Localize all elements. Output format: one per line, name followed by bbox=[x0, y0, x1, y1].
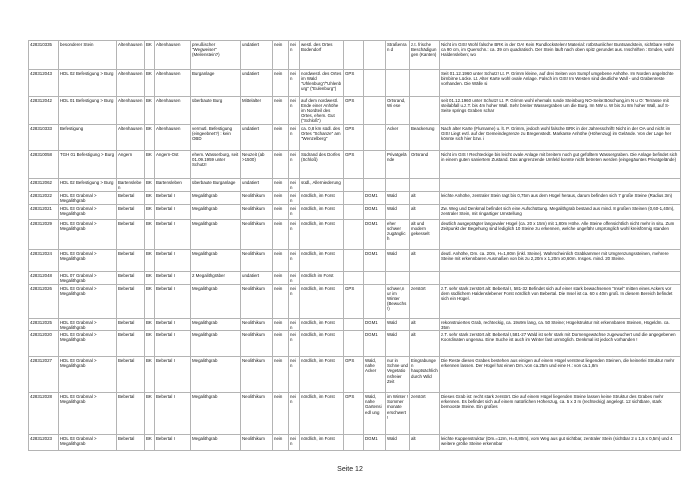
cell-municipality: Bebertal I bbox=[155, 272, 191, 285]
cell-condition: Beackerung bbox=[410, 125, 440, 151]
cell-type: HDL 03 Grabmal > Megalithgrab bbox=[59, 250, 117, 272]
cell-dgm bbox=[364, 393, 386, 435]
cell-remarks: seit 01.12.1960 unter Schutz! Lt. P. Grimm wohl ehemals runde Steinburg NO-Seite:Böschung,im N u O: Terrasse mit steilabfall u.z.T. bis 4m hoher Wall. Sehr breiter Wassergraben um die Burg. Im NW u. W bis zu 8m hoher Wall, auf S-Seite springs Graben schar bbox=[440, 97, 681, 125]
cell-description: überbaute Burg bbox=[191, 97, 241, 125]
cell-location: nördlich, im Forst bbox=[300, 319, 344, 331]
cell-location: nördlich, im Forst bbox=[300, 220, 344, 250]
cell-survey bbox=[344, 435, 364, 451]
cell-id: 428312024 bbox=[29, 250, 59, 272]
cell-description: vermutl. Befestigung (eingeebnet?) : kein OBD bbox=[191, 125, 241, 151]
cell-type: HDL 03 Grabmal > Megalithgrab bbox=[59, 435, 117, 451]
cell-environment-text: Wald, nahe Gartensiedl ung bbox=[365, 393, 382, 415]
cell-municipality: Bebertal I bbox=[155, 205, 191, 220]
cell-survey: GPS bbox=[344, 285, 364, 319]
cell-description: Megalithgrab bbox=[191, 250, 241, 272]
cell-municipality: Bebertal I bbox=[155, 250, 191, 272]
cell-flag-a: nein bbox=[273, 393, 289, 435]
cell-dgm bbox=[364, 272, 386, 285]
cell-location: nördlich, im Forst bbox=[300, 331, 344, 357]
cell-municipality: Bebertal I bbox=[155, 319, 191, 331]
cell-remarks: leichte Kuppenstruktur (Dm.=12m, H=0,80m), vom Weg aus gut sichtbar, zentraler Stein (sichtbar 2 x 1,5 x 0,5m) und 4 weitere größe Steine erkennbar bbox=[440, 435, 681, 451]
cell-district: BK bbox=[145, 250, 155, 272]
cell-flag-b: nein bbox=[289, 285, 300, 319]
cell-municipality: Bebertal I bbox=[155, 220, 191, 250]
cell-type: HDL 01 Befestigung > Burg bbox=[59, 97, 117, 125]
cell-access-text: nur in Schne und Vegetatio nsfreier Zeit bbox=[387, 357, 408, 384]
cell-location: westl. des Ortes Bodendorf bbox=[300, 41, 344, 70]
cell-type: HDL 03 Grabmal > Megalithgrab bbox=[59, 393, 117, 435]
cell-access: Acker bbox=[386, 125, 410, 151]
cell-location: nördlich, im Forst bbox=[300, 393, 344, 435]
cell-place: Bebertal bbox=[117, 285, 145, 319]
cell-condition: Eingrabungen hauptsächlich durch Wild bbox=[410, 357, 440, 393]
table-row bbox=[29, 250, 681, 272]
cell-id: 428312026 bbox=[29, 285, 59, 319]
cell-dgm: DGM1 bbox=[364, 435, 386, 451]
cell-survey: GPS bbox=[344, 357, 364, 393]
cell-municipality: Bebertal I bbox=[155, 331, 191, 357]
cell-condition bbox=[410, 179, 440, 192]
cell-description: 2 Megalithgräber bbox=[191, 272, 241, 285]
cell-municipality: Bebertal I bbox=[155, 285, 191, 319]
cell-flag-b: nein bbox=[289, 97, 300, 125]
cell-flag-a: nein bbox=[273, 125, 289, 151]
cell-location: nördlich, im Forst bbox=[300, 192, 344, 205]
cell-remarks: deutlich ausgeprägter langovaler Hügel (ca. 20 x 15m) mit 1,80m Höhe. Alle Steine offensichtlich nicht mehr in situ. Zum Zeitpunkt der Begehung sind lediglich 10 Steine zu erkennen, welche ungefähr ursprünglich wohl kreisförmig standen bbox=[440, 220, 681, 250]
cell-location: Südrand des Dorfes (Schloß) bbox=[300, 151, 344, 179]
cell-place: Bebertal bbox=[117, 319, 145, 331]
cell-place: Bartensleben bbox=[117, 179, 145, 192]
cell-dating: Neolithikum bbox=[241, 192, 273, 205]
cell-dgm: DGM1 bbox=[364, 319, 386, 331]
cell-survey bbox=[344, 41, 364, 70]
cell-description: Megalithgrab bbox=[191, 393, 241, 435]
cell-access: Wald bbox=[386, 205, 410, 220]
cell-remarks: z.T. sehr stark zerstört alt: Bebertal I, 581-32 Befindet sich auf einer stark bewachsenen "Insel" mitten eines Ackers vor dem südlichem Haldenslebener Forst nördlich von Bebertal. Die Insel ist ca. 60 x 40m groß. In diesem Bereich befindet sich ein Hügel. bbox=[440, 285, 681, 319]
cell-flag-b: nein bbox=[289, 41, 300, 70]
cell-survey bbox=[344, 331, 364, 357]
cell-condition: zerstört bbox=[410, 393, 440, 435]
cell-dgm bbox=[364, 97, 386, 125]
cell-dating: Neolithikum bbox=[241, 435, 273, 451]
cell-municipality: Angern-Ost bbox=[155, 151, 191, 179]
cell-dgm bbox=[364, 125, 386, 151]
cell-type: besonderer Stein bbox=[59, 41, 117, 70]
cell-dating: Neolithikum bbox=[241, 393, 273, 435]
table-row bbox=[29, 192, 681, 205]
cell-place: Bebertal bbox=[117, 250, 145, 272]
cell-id: 428312029 bbox=[29, 220, 59, 250]
table-row bbox=[29, 125, 681, 151]
cell-dating: Neolithikum bbox=[241, 331, 273, 357]
cell-remarks bbox=[440, 179, 681, 192]
cell-remarks: z.T. sehr stark zerstört alt: Bebertal I,581-27 Wald ist sehr stark mit Dornengewächse zugewuchert und die angegebenen Koordinaten ungenau. Eine Suche ist auch im Winter fast unmöglich. Denkmal ist jedoch vorhanden ! bbox=[440, 331, 681, 357]
page-number: Seite 12 bbox=[337, 466, 363, 473]
cell-flag-b: nein bbox=[289, 250, 300, 272]
cell-flag-a: nein bbox=[273, 97, 289, 125]
cell-access: schwer,n ur im Winter (Bewuchs !) bbox=[386, 285, 410, 319]
cell-municipality: Bebertal I bbox=[155, 393, 191, 435]
cell-location: nördlich im Forst bbox=[300, 272, 344, 285]
cell-access bbox=[386, 357, 410, 393]
cell-flag-b: nein bbox=[289, 125, 300, 151]
cell-dgm bbox=[364, 179, 386, 192]
cell-dating: Neolithikum bbox=[241, 205, 273, 220]
cell-type: HDL 03 Grabmal > Megalithgrab bbox=[59, 205, 117, 220]
cell-condition: Ortsrand bbox=[410, 151, 440, 179]
cell-access: Wald bbox=[386, 331, 410, 357]
cell-condition: alt bbox=[410, 319, 440, 331]
table-row bbox=[29, 41, 681, 70]
table-row bbox=[29, 70, 681, 97]
cell-remarks: Die Reste dieses Grabes bestehen aus einigen auf einem Hügel verstreut liegenden Steinen, die keinerlei Struktur mehr erkennen lassen. Der Hügel hat einen Dm.:von ca.25m und eine H.: von ca.1,8m bbox=[440, 357, 681, 393]
cell-survey bbox=[344, 220, 364, 250]
cell-access: Wald bbox=[386, 319, 410, 331]
cell-flag-b: nein bbox=[289, 319, 300, 331]
cell-id: 428312020 bbox=[29, 331, 59, 357]
cell-dating: Neolithikum bbox=[241, 250, 273, 272]
cell-id: 428310335 bbox=[29, 41, 59, 70]
cell-place: Bebertal bbox=[117, 331, 145, 357]
cell-dating: undatiert bbox=[241, 41, 273, 70]
cell-id: 428312048 bbox=[29, 272, 59, 285]
cell-survey: GPS bbox=[344, 151, 364, 179]
cell-municipality: Altenhausen bbox=[155, 97, 191, 125]
cell-remarks: leichte Anhöhe, zentraler Stein ragt bis 0,75m aus dem Hügel heraus, darum befinden sich 7 große Steine (Radius 3m) bbox=[440, 192, 681, 205]
cell-place: Altenhausen bbox=[117, 41, 145, 70]
cell-district: BK bbox=[145, 435, 155, 451]
cell-type: TGH 01 Befestigung > Burg bbox=[59, 151, 117, 179]
cell-survey: GPS bbox=[344, 393, 364, 435]
cell-place: Altenhausen bbox=[117, 125, 145, 151]
cell-district: BK bbox=[145, 357, 155, 393]
table-row bbox=[29, 285, 681, 319]
cell-description: Megalithgrab bbox=[191, 357, 241, 393]
cell-district: BK bbox=[145, 179, 155, 192]
cell-id: 428312022 bbox=[29, 192, 59, 205]
cell-condition: alt bbox=[410, 205, 440, 220]
cell-flag-a: nein bbox=[273, 220, 289, 250]
cell-type: HDL 03 Grabmal > Megalithgrab bbox=[59, 331, 117, 357]
cell-municipality: Altenhausen bbox=[155, 70, 191, 97]
cell-flag-b: nein bbox=[289, 331, 300, 357]
cell-type: HDL 02 Befestigung > Burg bbox=[59, 179, 117, 192]
cell-condition bbox=[410, 272, 440, 285]
cell-description: preußischer "Wegweiser" (Meilenstein?) bbox=[191, 41, 241, 70]
cell-flag-b: nein bbox=[289, 357, 300, 393]
cell-dgm bbox=[364, 151, 386, 179]
cell-description: Megalithgrab bbox=[191, 285, 241, 319]
cell-id: 428312021 bbox=[29, 205, 59, 220]
cell-description: Megalithgrab bbox=[191, 192, 241, 205]
cell-type: HDL 03 Grabmal > Megalithgrab bbox=[59, 285, 117, 319]
cell-remarks: Dieses Grab ist: recht stark zerstört. Die auf einem Hügel liegenden Steine lassen keine Struktur des Grabes mehr erkennen. Es befindet sich auf einem natürlichen Höhenzug, ca. 5 x 3 m (rechteckig) angelegt. 12 sichtbare, stark bemooste Steine. Ein großes bbox=[440, 393, 681, 435]
table-body bbox=[29, 41, 681, 451]
cell-survey: GPS bbox=[344, 97, 364, 125]
cell-place: Bebertal bbox=[117, 357, 145, 393]
cell-flag-a: nein bbox=[273, 435, 289, 451]
cell-remarks: Nicht im GIS! Wohl falsche BRK in der OA! Kein Rundlockstelen! Material: rotbräunlicher Buntsandstein, sichtbare Höhe ca 90 cm, im Querschn.: ca. 39 cm quadratisch. Der Stein läuft nach oben spitz gerundet aus. Inschriften : Emden, wohl Haldensleben; wo bbox=[440, 41, 681, 70]
cell-flag-a: nein bbox=[273, 250, 289, 272]
cell-access bbox=[386, 70, 410, 97]
cell-district: BK bbox=[145, 97, 155, 125]
cell-dating: Neolithikum bbox=[241, 319, 273, 331]
cell-access: eher schwer zugänglic h bbox=[386, 220, 410, 250]
cell-survey bbox=[344, 272, 364, 285]
cell-id: 428312028 bbox=[29, 393, 59, 435]
cell-access: Privatgelä nde bbox=[386, 151, 410, 179]
cell-flag-b: nein bbox=[289, 70, 300, 97]
cell-survey bbox=[344, 179, 364, 192]
cell-dgm: DGM1 bbox=[364, 331, 386, 357]
cell-flag-b: nein bbox=[289, 151, 300, 179]
cell-condition: alt bbox=[410, 250, 440, 272]
cell-dgm: DGM1 bbox=[364, 205, 386, 220]
cell-dating: undatiert bbox=[241, 70, 273, 97]
cell-condition: alt und modern gekesselt bbox=[410, 220, 440, 250]
cell-municipality: Altenhausen bbox=[155, 41, 191, 70]
cell-type: HDL 07 Grabmal > Megalithgrab bbox=[59, 272, 117, 285]
cell-access: Wald bbox=[386, 435, 410, 451]
cell-description: überbaute Burganlage bbox=[191, 179, 241, 192]
cell-access: Wald bbox=[386, 250, 410, 272]
cell-place: Bebertal bbox=[117, 272, 145, 285]
cell-condition: alt bbox=[410, 331, 440, 357]
cell-flag-b: nein bbox=[289, 192, 300, 205]
cell-flag-b: nein bbox=[289, 205, 300, 220]
cell-type: Befestigung bbox=[59, 125, 117, 151]
cell-district: BK bbox=[145, 205, 155, 220]
cell-place: Bebertal bbox=[117, 192, 145, 205]
cell-remarks: rekonstruiertes Grab, rechteckig, ca. 19x9m lang, ca. 50 Steine; Hügelstruktur mit erkennbaren Steinen, Hügeldm. ca. 35m bbox=[440, 319, 681, 331]
cell-id: 428312027 bbox=[29, 357, 59, 393]
cell-type: HDL 02 Befestigung > Burg bbox=[59, 70, 117, 97]
cell-description: Megalithgrab bbox=[191, 319, 241, 331]
cell-description: Megalithgrab bbox=[191, 435, 241, 451]
cell-remarks: Seit 01.12.1960 unter Schutz! Lt. P. Grimm kleine, auf drei Seiten von Sumpf umgebene Anhöhe. Im Norden angelöchte birnbirne Lücke. Lt. Alter Karte wohl ovale Anlage. Falsch im GIS! Im Westen sind deutliche Wall - und Grabenreste vorhanden. Die Wälle si bbox=[440, 70, 681, 97]
cell-dgm bbox=[364, 70, 386, 97]
table-row bbox=[29, 331, 681, 357]
cell-flag-b: nein bbox=[289, 272, 300, 285]
table-row bbox=[29, 435, 681, 451]
cell-dating: undatiert bbox=[241, 125, 273, 151]
table-row bbox=[29, 272, 681, 285]
cell-survey: GPS bbox=[344, 70, 364, 97]
cell-description: Megalithgrab bbox=[191, 220, 241, 250]
cell-remarks: deutl. Anhöhe, Dm. ca. 20m, H=1,80m (inkl. Steine). Wahrscheinlich Grabkammer mit Umgrenzungssteinen, mehrere Steine mit erkennbaren Ausmaßen von bis zu 2,20m x 1,20m x0,60m. Insges. mind. 20 Steine. bbox=[440, 250, 681, 272]
cell-flag-a: nein bbox=[273, 205, 289, 220]
table-row bbox=[29, 205, 681, 220]
cell-municipality: Bebertal I bbox=[155, 357, 191, 393]
cell-description: ehem. Wasserburg, seit 01.09.1959 unter Schutz! bbox=[191, 151, 241, 179]
table-row bbox=[29, 393, 681, 435]
cell-condition: alt bbox=[410, 435, 440, 451]
table-row bbox=[29, 97, 681, 125]
cell-district: BK bbox=[145, 151, 155, 179]
cell-flag-a: nein bbox=[273, 272, 289, 285]
cell-flag-b: nein bbox=[289, 220, 300, 250]
cell-location: nordwestl. des Ortes im Wald "Uhlenburg"/"Uhlenburg" ("Eulenburg") bbox=[300, 70, 344, 97]
cell-flag-a: nein bbox=[273, 285, 289, 319]
cell-flag-a: nein bbox=[273, 331, 289, 357]
cell-dgm: DGM1 bbox=[364, 192, 386, 205]
cell-district: BK bbox=[145, 319, 155, 331]
cell-municipality: Bartensleben bbox=[155, 179, 191, 192]
cell-id: 428312043 bbox=[29, 70, 59, 97]
cell-district: BK bbox=[145, 393, 155, 435]
cell-type: HDL 03 Grabmal > Megalithgrab bbox=[59, 192, 117, 205]
cell-place: Bebertal bbox=[117, 393, 145, 435]
cell-place: Bebertal bbox=[117, 220, 145, 250]
cell-survey bbox=[344, 205, 364, 220]
cell-dgm bbox=[364, 285, 386, 319]
cell-type: HDL 03 Grabmal > Megalithgrab bbox=[59, 357, 117, 393]
cell-survey bbox=[344, 319, 364, 331]
cell-description: Megalithgrab bbox=[191, 331, 241, 357]
cell-dating: Neolithikum bbox=[241, 285, 273, 319]
cell-municipality: Bebertal I bbox=[155, 192, 191, 205]
cell-place: Angern bbox=[117, 151, 145, 179]
cell-location: nördlich, im Forst bbox=[300, 357, 344, 393]
cell-remarks bbox=[440, 272, 681, 285]
cell-id: 428312025 bbox=[29, 319, 59, 331]
cell-id: 428312062 bbox=[29, 179, 59, 192]
cell-condition bbox=[410, 70, 440, 97]
cell-access bbox=[386, 179, 410, 192]
cell-type: HDL 03 Grabmal > Megalithgrab bbox=[59, 319, 117, 331]
cell-district: BK bbox=[145, 125, 155, 151]
cell-dating: undatiert bbox=[241, 179, 273, 192]
cell-flag-b: nein bbox=[289, 435, 300, 451]
cell-condition: alt bbox=[410, 192, 440, 205]
cell-condition bbox=[410, 97, 440, 125]
cell-dating: Mittelalter bbox=[241, 97, 273, 125]
cell-place: Bebertal bbox=[117, 435, 145, 451]
cell-place: Bebertal bbox=[117, 205, 145, 220]
cell-location: nördlich, im Forst bbox=[300, 205, 344, 220]
cell-survey bbox=[344, 250, 364, 272]
cell-district: BK bbox=[145, 41, 155, 70]
cell-location: nördlich, im Forst bbox=[300, 435, 344, 451]
cell-access: Straßenran d bbox=[386, 41, 410, 70]
cell-district: BK bbox=[145, 331, 155, 357]
cell-location: südl., Allerniederung bbox=[300, 179, 344, 192]
cell-condition: z.t. frische Beschädigungen (Kanten) bbox=[410, 41, 440, 70]
cell-remarks: Nach alter Karte (Flurname) u. lt. P. Grimm, jedoch wohl falsche BRK in der Jahresschrift! Nicht in der OA und nicht im GIS! Liegt evtl. auf der Gemeindegrenze zu Bregenstedt. Markante Anhöhe (Höhenzug) im Gelände. Von der Lage her könnte sich hier bzw. i bbox=[440, 125, 681, 151]
cell-description: Burganlage bbox=[191, 70, 241, 97]
table-row bbox=[29, 151, 681, 179]
cell-type: HDL 03 Grabmal > Megalithgrab bbox=[59, 220, 117, 250]
cell-flag-a: nein bbox=[273, 192, 289, 205]
cell-flag-a: nein bbox=[273, 151, 289, 179]
cell-access: Ortsrand,Wi ese bbox=[386, 97, 410, 125]
cell-district: BK bbox=[145, 70, 155, 97]
cell-access-text: im Winter ! Sommer monate erschwert ! bbox=[387, 393, 408, 420]
cell-remarks: Zw. Weg und Denkmal befindet sich eine Aufschüttung. Megalithgrab bestand aus mind. 8 großen Steinen (0,60-1,40m), zentraler Stein, mit ringartiger Umstellung bbox=[440, 205, 681, 220]
cell-district: BK bbox=[145, 220, 155, 250]
cell-municipality: Altenhausen bbox=[155, 125, 191, 151]
cell-place: Altenhausen bbox=[117, 97, 145, 125]
cell-id: 428310058 bbox=[29, 151, 59, 179]
table-row bbox=[29, 319, 681, 331]
cell-municipality: Bebertal I bbox=[155, 435, 191, 451]
cell-location: nördlich, im Forst bbox=[300, 250, 344, 272]
table-row bbox=[29, 220, 681, 250]
cell-flag-b: nein bbox=[289, 393, 300, 435]
cell-environment-text: Wald, nahe Acker bbox=[365, 357, 377, 374]
cell-location: auf dem nordwestl. Ende einer Anhöhe im Nordteil des Ortes, ehem. Gut ("Schloß") bbox=[300, 97, 344, 125]
monument-table bbox=[28, 40, 681, 451]
cell-dating: Neolithikum bbox=[241, 357, 273, 393]
cell-id: 428310333 bbox=[29, 125, 59, 151]
cell-district: BK bbox=[145, 192, 155, 205]
cell-description: Megalithgrab bbox=[191, 205, 241, 220]
cell-place: Altenhausen bbox=[117, 70, 145, 97]
cell-location: ca. 0,8 km südl. des Ortes "Schanze" am "Wenzelberg" bbox=[300, 125, 344, 151]
cell-condition: zerstört bbox=[410, 285, 440, 319]
cell-dating: undatiert bbox=[241, 272, 273, 285]
cell-flag-b: nein bbox=[289, 179, 300, 192]
cell-dating: Neuzeit (ab >1500) bbox=[241, 151, 273, 179]
cell-id: 428312042 bbox=[29, 97, 59, 125]
cell-flag-a: nein bbox=[273, 41, 289, 70]
cell-dgm: DGM1 bbox=[364, 250, 386, 272]
table-row bbox=[29, 357, 681, 393]
cell-id: 428312023 bbox=[29, 435, 59, 451]
cell-flag-a: nein bbox=[273, 319, 289, 331]
cell-access bbox=[386, 393, 410, 435]
cell-location: nördlich, im Forst bbox=[300, 285, 344, 319]
cell-district: BK bbox=[145, 285, 155, 319]
cell-remarks: Nicht im GIS ! Rechteckige bis leicht ovale Anlage mit breitem noch gut gefülltem Wassergraben. Die Anlage befindet sich in einem guten saniertem Zustand. Das angrenzende Umfeld konnte nicht betreten werden (eingegäuntes Privatgelände) bbox=[440, 151, 681, 179]
cell-flag-a: nein bbox=[273, 179, 289, 192]
cell-survey: GPS bbox=[344, 125, 364, 151]
table-row bbox=[29, 179, 681, 192]
cell-survey bbox=[344, 192, 364, 205]
cell-dating: Neolithikum bbox=[241, 220, 273, 250]
cell-dgm bbox=[364, 357, 386, 393]
cell-dgm bbox=[364, 41, 386, 70]
cell-flag-a: nein bbox=[273, 70, 289, 97]
cell-district: BK bbox=[145, 272, 155, 285]
cell-dgm: DGM1 bbox=[364, 220, 386, 250]
cell-access bbox=[386, 272, 410, 285]
cell-access: Wald bbox=[386, 192, 410, 205]
cell-flag-a: nein bbox=[273, 357, 289, 393]
